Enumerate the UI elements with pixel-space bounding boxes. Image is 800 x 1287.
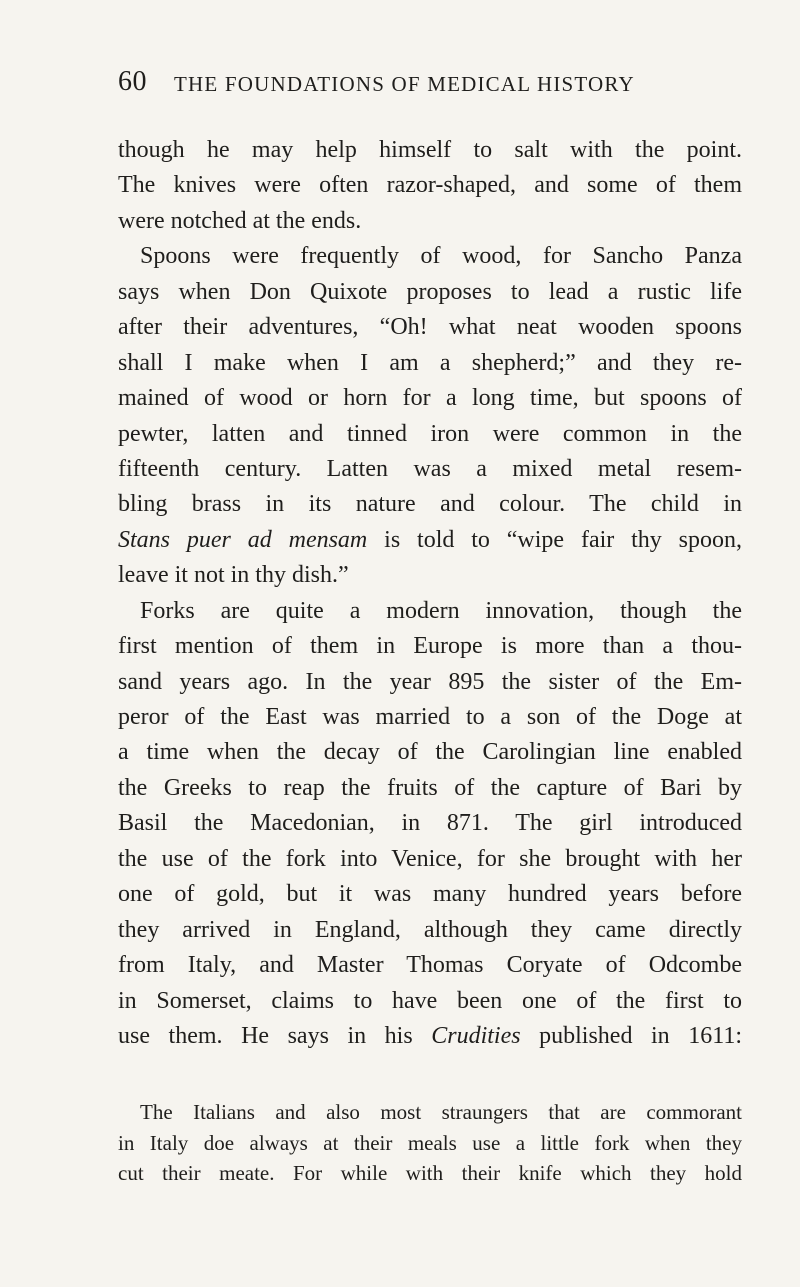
running-head: THE FOUNDATIONS OF MEDICAL HISTORY	[174, 72, 635, 96]
block-quote	[118, 1097, 742, 1189]
text-line	[118, 1019, 742, 1054]
italic-title-crudities: Crudities	[431, 1022, 521, 1049]
page-number: 60	[118, 66, 147, 97]
quote-line: cut their meate. For while with their knife which they hold	[118, 1161, 742, 1185]
text-fragment: published in 1611:	[520, 1022, 742, 1049]
text-line: leave it not in thy dish.”	[118, 562, 349, 589]
text-line: fifteenth century. Latten was a mixed metal resem-	[118, 455, 742, 482]
text-line: says when Don Quixote proposes to lead a rustic life	[118, 278, 742, 305]
text-line: shall I make when I am a shepherd;” and they re-	[118, 349, 742, 376]
quote-line: The Italians and also most straungers that are commorant	[140, 1100, 742, 1124]
text-line: were notched at the ends.	[118, 207, 362, 234]
text-line: the Greeks to reap the fruits of the capture of Bari by	[118, 774, 742, 801]
text-line: though he may help himself to salt with the point.	[118, 137, 742, 163]
text-line: first mention of them in Europe is more than a thou-	[118, 633, 742, 660]
text-line: pewter, latten and tinned iron were common in the	[118, 420, 742, 447]
quote-line: in Italy doe always at their meals use a little fork when they	[118, 1130, 742, 1155]
italic-title-stans-puer: Stans puer ad mensam	[118, 526, 368, 553]
text-line: peror of the East was married to a son of the Doge at	[118, 704, 742, 730]
text-line: sand years ago. In the year 895 the sister of the Em-	[118, 668, 742, 695]
body-text	[118, 133, 742, 1054]
text-line: one of gold, but it was many hundred years before	[118, 881, 742, 908]
text-fragment: is told to “wipe fair thy spoon,	[367, 526, 743, 553]
text-line: bling brass in its nature and colour. The child in	[118, 491, 742, 518]
text-line: in Somerset, claims to have been one of the first to	[118, 987, 742, 1014]
text-line: The knives were often razor-shaped, and some of them	[118, 172, 742, 199]
text-line: Forks are quite a modern innovation, though the	[140, 597, 742, 624]
text-line: after their adventures, “Oh! what neat wooden spoons	[118, 314, 742, 341]
text-fragment: use them. He says in his	[118, 1022, 432, 1049]
text-line: a time when the decay of the Carolingian line enabled	[118, 739, 742, 766]
text-line: the use of the fork into Venice, for she brought with her	[118, 845, 742, 872]
text-line: Basil the Macedonian, in 871. The girl introduced	[118, 810, 742, 837]
text-line: they arrived in England, although they came directly	[118, 916, 742, 943]
text-line: Spoons were frequently of wood, for Sancho Panza	[140, 243, 742, 270]
text-line: mained of wood or horn for a long time, but spoons of	[118, 385, 742, 412]
page-header	[118, 62, 678, 102]
text-line	[118, 523, 742, 558]
text-line: from Italy, and Master Thomas Coryate of Odcombe	[118, 952, 742, 979]
